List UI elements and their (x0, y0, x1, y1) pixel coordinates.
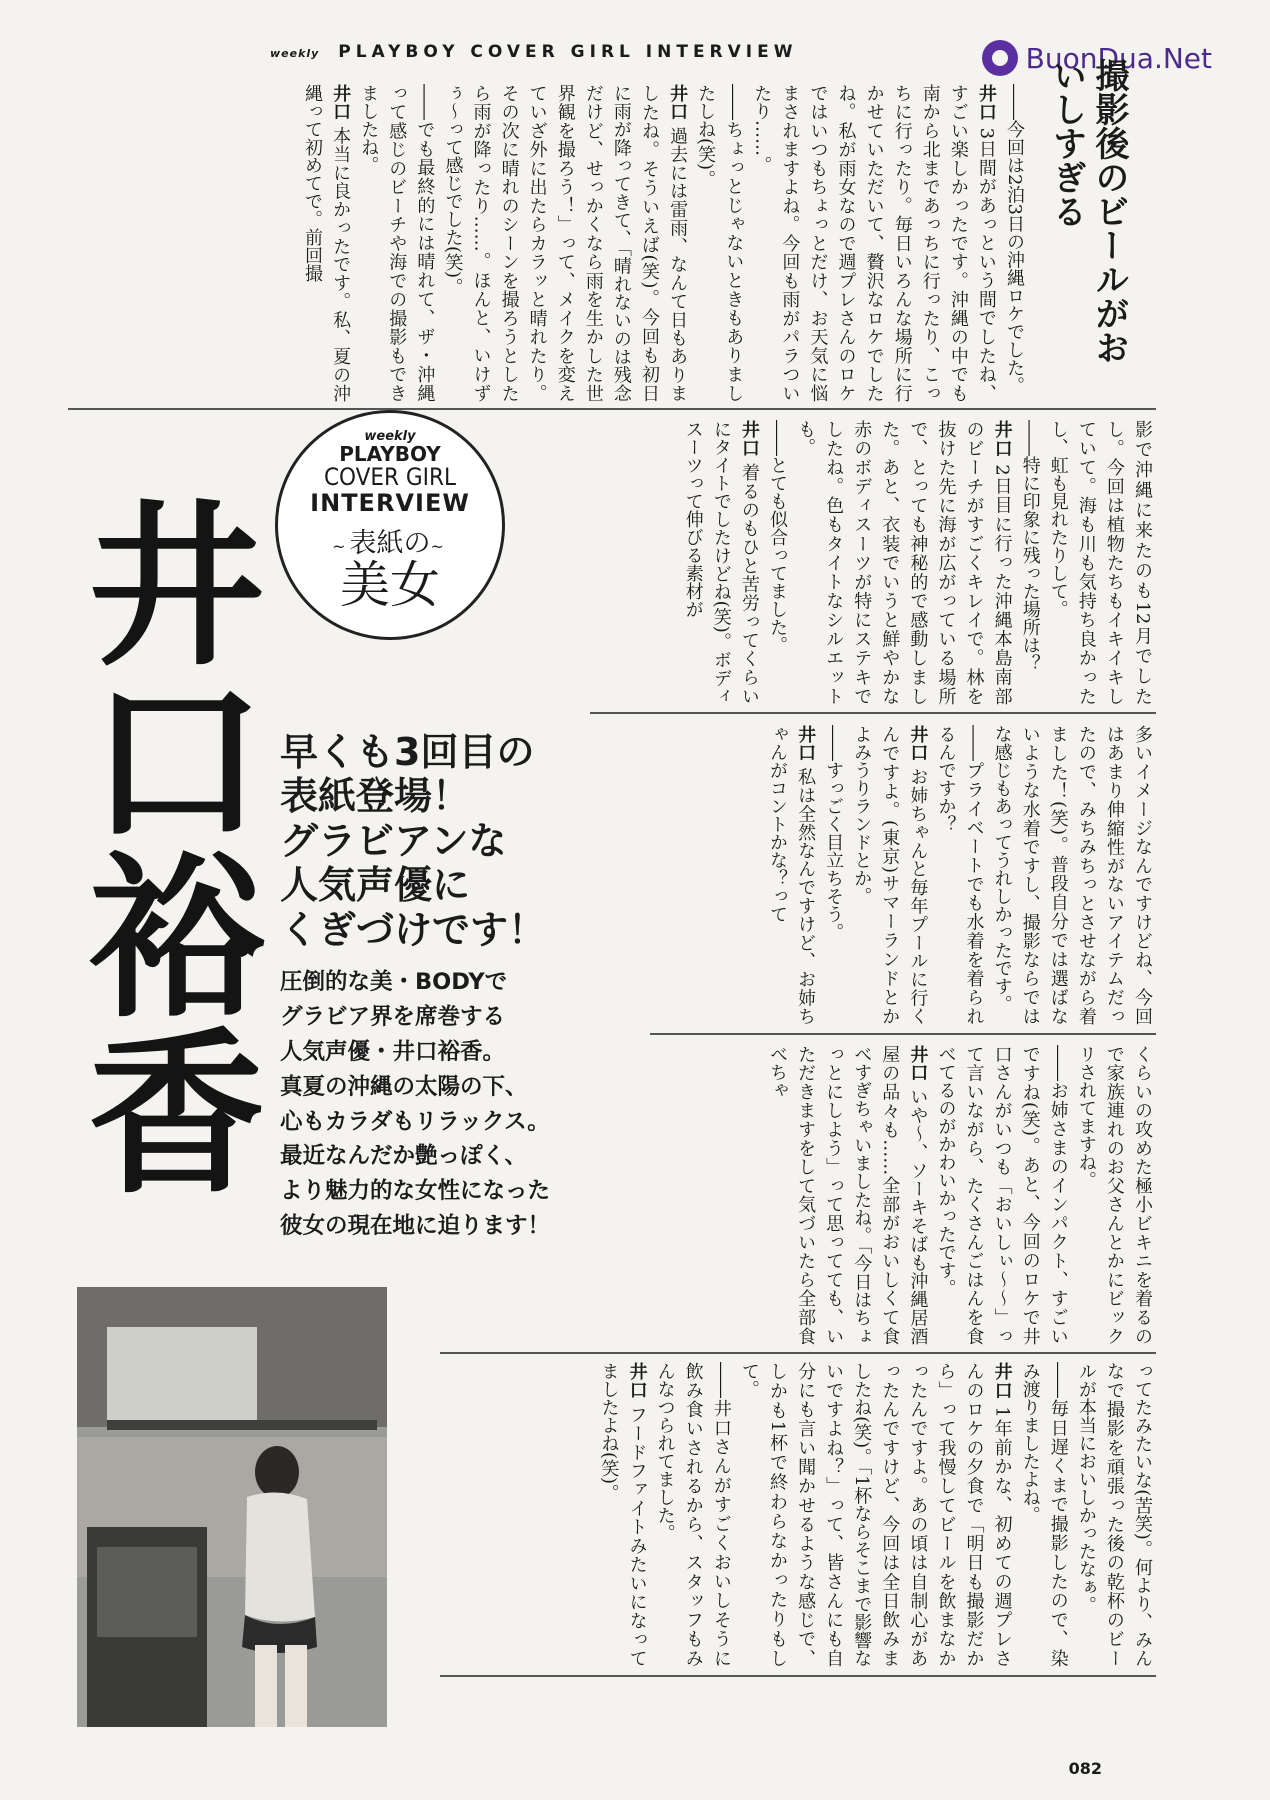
cover-photo (77, 1287, 387, 1727)
badge-playboy: PLAYBOY (339, 442, 441, 466)
lead-line: 最近なんだか艶っぽく、 (280, 1143, 528, 1170)
badge-cover-girl: COVER GIRL (323, 463, 457, 491)
interview-paragraph (763, 725, 819, 1025)
paragraph-text: ――とても似合ってました。 (766, 420, 788, 654)
paragraph-text: ――プライベートでも水着を着られるんですか？ (935, 725, 985, 1025)
interview-paragraph (735, 1362, 1016, 1667)
cover-girl-name: 井口裕香 (59, 493, 266, 1197)
badge-jp-title2: 美女 (340, 555, 440, 614)
lead-line: 早くも3回目の (280, 730, 535, 774)
interview-paragraph (763, 420, 791, 705)
ornament-icon: ~ (430, 536, 448, 556)
paragraph-text: 3日間があっという間でしたね、すごい楽しかったです。沖縄の中でも南から北まであっちに行ったり、こっちに行ったり。毎日いろんな場所に行かせていただいて、贅沢なロケでしたね。私が雨女なので週プレさんのロケではいつもちょっとだけ、お天気に悩まされますよね。今回も雨がパラついたり……。 (751, 84, 997, 402)
paragraph-text: 着るのもひと苦労ってくらいにタイトでしたけどね(笑)。ボディスーツって伸びる素材が (682, 420, 760, 705)
paragraph-text: ――毎日遅くまで撮影したので、染み渡りましたよね。 (1019, 1362, 1069, 1667)
watermark-text: BuonDua.Net (1025, 41, 1212, 75)
paragraph-text: 1年前かな、初めての週プレさんのロケの夕食で「明日も撮影だから」って我慢してビールを飲まなかったんですよ。あの頃は自制心があったんですけど、今回は全日飲みましたね(笑)。「1杯ならそこまで影響ないですよね？」って、皆さんにも自分にも言い聞かせるような感じで、しかも1杯で終わらなかったりもして。 (738, 1362, 1013, 1667)
interview-paragraph (1044, 420, 1156, 705)
badge-interview: INTERVIEW (310, 489, 470, 518)
article-column-mid3 (650, 1045, 1156, 1345)
paragraph-text: 過去には雷雨、なんて日もありましたね。そういえば(笑)。今回も初日に雨が降ってきて、「晴れないのは残念だけど、せっかくなら雨を生かした世界観を撮ろう！」って、メイクを変えていざ外に出たらカラッと晴れたり。その次に晴れのシーンを撮ろうとしたら雨が降ったり……。ほんと、いけずぅ～って感じでした(笑)。 (442, 84, 689, 402)
paragraph-text: 本当に良かったです。私、夏の沖縄って初めてで。前回撮 (302, 84, 352, 402)
paragraph-text: フードファイトみたいになってましたよね(笑)。 (598, 1362, 648, 1667)
column-divider (440, 1675, 1156, 1677)
paragraph-text: くらいの攻めた極小ビキニを着るので家族連れのお父さんとかにビックリされてますね。 (1075, 1045, 1153, 1345)
lead-line: 表紙登場！ (280, 774, 471, 819)
interview-paragraph (691, 84, 747, 402)
interview-paragraph (298, 84, 354, 402)
lead-line: グラビア界を席巻する (280, 1003, 506, 1030)
ornament-icon: ~ (332, 536, 350, 556)
interview-paragraph (1016, 1362, 1072, 1667)
paragraph-text: ――でも最終的には晴れて、ザ・沖縄って感じのビーチや海での撮影もできましたね。 (358, 84, 436, 402)
paragraph-text: いや～、ソーキそばも沖縄居酒屋の品々も……全部がおいしくて食べすぎちゃいましたね。「今日はちょっとにしよう」って思ってても、いただきますをして気づいたら全部食べちゃ (766, 1045, 929, 1345)
paragraph-text: ――井口さんがすごくおいしそうに飲み食いされるから、スタッフもみんなつられてました。 (654, 1362, 732, 1667)
paragraph-text: ――今回は2泊3日の沖縄ロケでした。 (1004, 84, 1025, 395)
interview-paragraph (847, 725, 931, 1025)
photo-image (77, 1287, 387, 1727)
lead-line: 彼女の現在地に迫ります！ (280, 1213, 551, 1240)
interview-paragraph (791, 420, 1016, 705)
speaker-label: 井口 (907, 725, 929, 762)
paragraph-text: ってたみたいな(苦笑)。何より、みんなで撮影を頑張った後の乾杯のビールが本当においしかったなぁ。 (1075, 1362, 1153, 1667)
interview-paragraph (988, 725, 1156, 1025)
speaker-label: 井口 (975, 84, 997, 122)
interview-paragraph (1072, 1045, 1156, 1345)
header-title: PLAYBOY COVER GIRL INTERVIEW (338, 42, 798, 62)
speaker-label: 井口 (907, 1045, 929, 1082)
lead-line: 心もカラダもリラックス。 (280, 1108, 550, 1135)
speaker-label: 井口 (626, 1362, 648, 1400)
interview-paragraph (819, 725, 847, 1025)
interview-paragraph (931, 1045, 1071, 1345)
column-divider (440, 1352, 1156, 1354)
column-divider (650, 1033, 1156, 1035)
interview-paragraph (931, 725, 987, 1025)
interview-paragraph (747, 84, 1000, 402)
interview-paragraph (1000, 84, 1028, 402)
badge-jp-title: ~表紙の~ (332, 527, 448, 559)
speaker-label: 井口 (991, 420, 1013, 459)
column-divider (590, 712, 1156, 714)
paragraph-text: 2日目に行った沖縄本島南部のビーチがすごくキレイで。林を抜けた先に海が広がっている場所で、とっても神秘的で感動しました。あと、衣装でいうと鮮やかな赤のボディスーツが特にステキでしたね。色もタイトなシルエットも。 (795, 420, 1013, 705)
paragraph-text: 私は全然なんですけど、お姉ちゃんがコントかな？って (766, 725, 817, 1025)
article-column-mid1 (590, 420, 1156, 705)
article-column-bottom (440, 1362, 1156, 1667)
column-divider (68, 408, 1156, 410)
article-column-mid2 (635, 725, 1156, 1025)
speaker-label: 井口 (738, 420, 760, 458)
interview-paragraph (438, 84, 691, 402)
paragraph-text: ――ちょっとじゃないときもありましたしね(笑)。 (695, 84, 745, 402)
interview-paragraph (651, 1362, 735, 1667)
interview-paragraph (1016, 420, 1044, 705)
paragraph-text: ――特に印象に残った場所は？ (1019, 420, 1041, 672)
lead-line: 真夏の沖縄の太陽の下、 (280, 1073, 528, 1100)
lead-line: より魅力的な女性になった (280, 1178, 551, 1205)
speaker-label: 井口 (991, 1362, 1013, 1401)
page-number: 082 (1068, 1759, 1102, 1778)
interview-paragraph (679, 420, 763, 705)
paragraph-text: お姉ちゃんと毎年プールに行くんですよ。(東京)サマーランドとかよみうりランドとか。 (851, 725, 929, 1025)
lead-subtext (280, 965, 615, 1244)
speaker-label: 井口 (667, 84, 689, 121)
paragraph-text: 多いイメージなんですけどね、今回はあまり伸縮性がないアイテムだったので、みちみちっとさせながら着ました！(笑)。普段自分では選ばないような水着ですし、撮影ならではな感じもあってうれしかったです。 (991, 725, 1153, 1025)
interview-paragraph (354, 84, 438, 402)
speaker-label: 井口 (795, 725, 817, 762)
badge-weekly: weekly (364, 429, 416, 444)
lead-line: 圧倒的な美・BODYで (280, 969, 508, 995)
article-column-top (68, 84, 1028, 402)
interview-paragraph (1072, 1362, 1156, 1667)
interview-paragraph (763, 1045, 931, 1345)
interview-paragraph (594, 1362, 650, 1667)
lead-line: グラビアンな (280, 818, 507, 863)
lead-line: 人気声優に (280, 863, 471, 908)
section-heading: 撮影後のビールがおいしすぎる (1046, 58, 1129, 364)
lead-line: くぎづけです！ (280, 907, 547, 952)
header-weekly: weekly (270, 47, 320, 60)
paragraph-text: 影で沖縄に来たのも12月でしたし。今回は植物たちもイキイキしていて。海も川も気持ち良かったし、虹も見れたりして。 (1047, 420, 1153, 705)
speaker-label: 井口 (330, 84, 352, 121)
paragraph-text: ――お姉さまのインパクト、すごいですね(笑)。あと、今回のロケで井口さんがいつも「おいしぃ～～」って言いながら、たくさんごはんを食べてるのがかわいかったです。 (935, 1045, 1069, 1345)
lead-headline (280, 730, 600, 952)
lead-line: 人気声優・井口裕香。 (280, 1038, 506, 1065)
buondua-logo-icon (982, 40, 1018, 76)
magazine-header (270, 42, 930, 66)
cover-girl-badge (275, 410, 505, 640)
paragraph-text: ――すっごく目立ちそう。 (823, 725, 845, 941)
